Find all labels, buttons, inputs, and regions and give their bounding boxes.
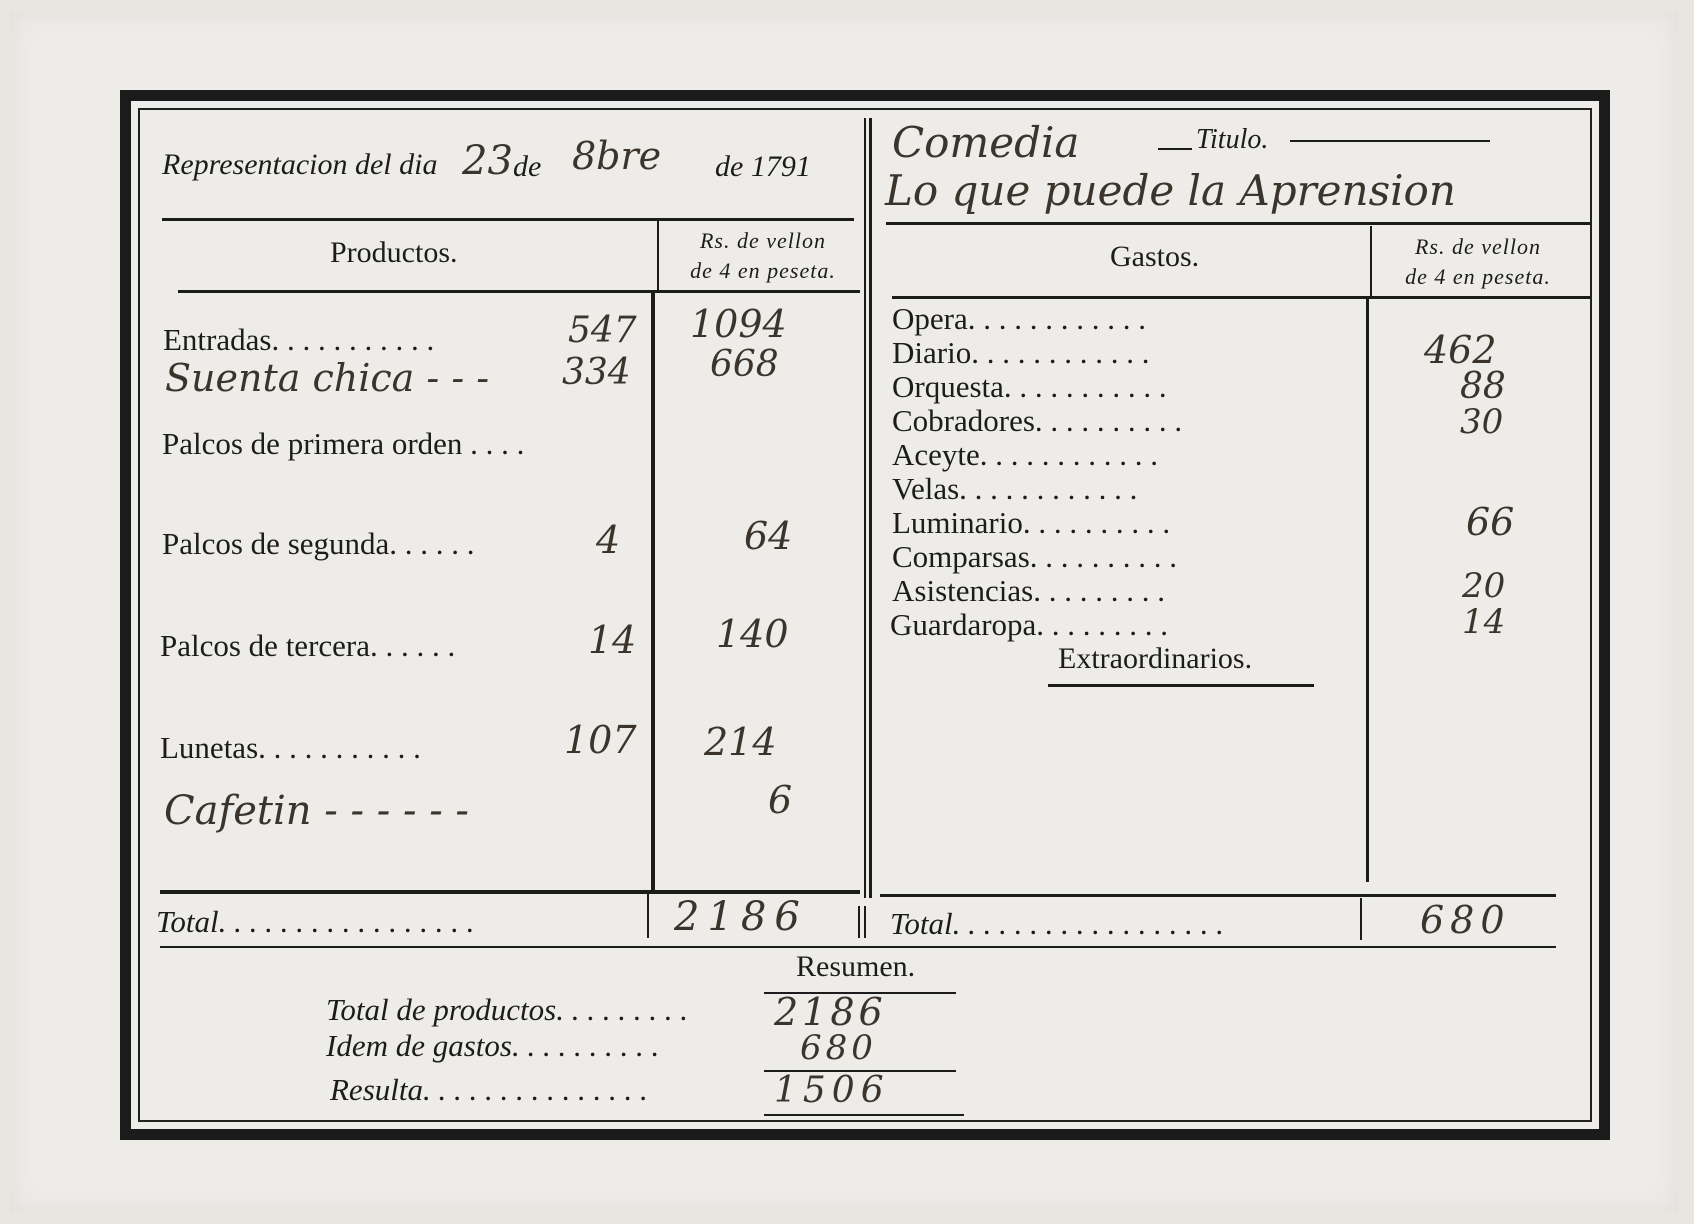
de-label: de (513, 150, 542, 183)
extraordinarios-heading: Extraordinarios. (1058, 642, 1253, 675)
gastos-row-aceyte-label: Aceyte. . . . . . . . . . . . (892, 437, 1159, 472)
resumen-gastos-label: Idem de gastos. . . . . . . . . . (326, 1028, 660, 1063)
productos-unit-divider (657, 220, 659, 292)
row-entradas-amount: 1094 (690, 302, 787, 346)
row-lunetas-amount: 214 (704, 720, 777, 764)
row-palcos-segunda-label: Palcos de segunda. . . . . . (162, 526, 475, 561)
productos-heading: Productos. (330, 236, 458, 269)
row-suenta-amount: 668 (710, 344, 779, 385)
resumen-productos-value: 2186 (774, 990, 887, 1034)
resumen-resulta-value: 1506 (774, 1070, 890, 1111)
gastos-unit-divider (1370, 226, 1372, 298)
titulo-label: Titulo. (1196, 124, 1269, 155)
gastos-unit-1: Rs. de vellon (1414, 234, 1542, 259)
productos-unit-2: de 4 en peseta. (690, 258, 836, 283)
row-palcos-primera-label: Palcos de primera orden . . . . (162, 426, 525, 461)
row-suenta-count: 334 (562, 352, 631, 393)
resumen-bottom-rule (764, 1114, 964, 1116)
gastos-row-comparsas-label: Comparsas. . . . . . . . . . (892, 539, 1178, 574)
day-value: 23 (462, 138, 513, 184)
row-lunetas-label: Lunetas. . . . . . . . . . . (160, 730, 421, 765)
gastos-total-divider (1360, 898, 1362, 940)
gastos-heading: Gastos. (1110, 240, 1200, 273)
total-sep-a (858, 906, 860, 938)
resumen-gastos-value: 680 (800, 1028, 877, 1068)
gastos-row-cobradores-amount: 30 (1460, 402, 1504, 442)
row-cafetin-amount: 6 (768, 778, 793, 822)
gastos-top-rule (886, 222, 1590, 225)
gastos-row-diario-amount: 462 (1424, 328, 1497, 372)
row-cafetin-label: Cafetin - - - - - - (164, 788, 469, 834)
row-palcos-tercera-amount: 140 (716, 612, 789, 656)
gastos-row-orquesta-amount: 88 (1460, 366, 1506, 407)
gastos-row-luminario-amount: 66 (1466, 500, 1515, 544)
row-suenta-label: Suenta chica - - - (165, 356, 490, 400)
titulo-dash (1158, 148, 1192, 150)
gastos-amount-divider (1366, 298, 1369, 882)
gastos-row-guardaropa-label: Guardaropa. . . . . . . . . (890, 607, 1169, 642)
resumen-heading: Resumen. (796, 950, 916, 983)
comedia-word: Comedia (892, 118, 1080, 167)
representacion-label: Representacion del dia (162, 148, 438, 181)
gastos-total-value: 680 (1420, 898, 1511, 942)
productos-total-divider (647, 894, 649, 938)
row-palcos-segunda-count: 4 (596, 518, 621, 562)
gastos-row-asistencias-amount: 20 (1462, 566, 1506, 606)
resumen-productos-label: Total de productos. . . . . . . . . (326, 992, 688, 1027)
row-palcos-tercera-count: 14 (588, 618, 637, 662)
gastos-header-rule (892, 296, 1590, 299)
productos-unit-1: Rs. de vellon (699, 228, 827, 253)
gastos-row-diario-label: Diario. . . . . . . . . . . . (892, 335, 1150, 370)
center-divider (869, 118, 872, 898)
gastos-row-guardaropa-amount: 14 (1462, 602, 1506, 642)
row-entradas-label: Entradas. . . . . . . . . . . (163, 322, 435, 357)
gastos-row-orquesta-label: Orquesta. . . . . . . . . . . (892, 369, 1167, 404)
year-label: de 1791 (715, 150, 811, 183)
gastos-unit-2: de 4 en peseta. (1405, 264, 1551, 289)
gastos-row-asistencias-label: Asistencias. . . . . . . . . (892, 573, 1165, 608)
resumen-resulta-label: Resulta. . . . . . . . . . . . . . . (330, 1072, 648, 1107)
gastos-row-velas-label: Velas. . . . . . . . . . . . (892, 471, 1138, 506)
play-title: Lo que puede la Aprension (885, 166, 1456, 215)
extraordinarios-underline (1048, 684, 1314, 687)
gastos-total-label: Total. . . . . . . . . . . . . . . . . . (890, 906, 1224, 941)
titulo-line (1290, 140, 1490, 142)
productos-total-value: 2186 (674, 894, 808, 940)
row-entradas-count: 547 (568, 310, 637, 351)
resumen-top-rule (160, 946, 1556, 948)
total-sep-b (864, 906, 866, 938)
productos-total-label: Total. . . . . . . . . . . . . . . . . (156, 904, 475, 939)
productos-amount-divider (651, 292, 655, 892)
month-value: 8bre (572, 134, 662, 178)
gastos-row-cobradores-label: Cobradores. . . . . . . . . . (892, 403, 1183, 438)
gastos-total-rule (880, 894, 1556, 897)
productos-top-rule (162, 218, 854, 221)
gastos-row-luminario-label: Luminario. . . . . . . . . . (892, 505, 1171, 540)
row-palcos-segunda-amount: 64 (744, 514, 793, 558)
center-divider-thin (864, 118, 866, 898)
row-palcos-tercera-label: Palcos de tercera. . . . . . (160, 628, 456, 663)
productos-header-rule (178, 290, 860, 293)
gastos-row-opera-label: Opera. . . . . . . . . . . . (892, 301, 1146, 336)
row-lunetas-count: 107 (564, 718, 637, 762)
